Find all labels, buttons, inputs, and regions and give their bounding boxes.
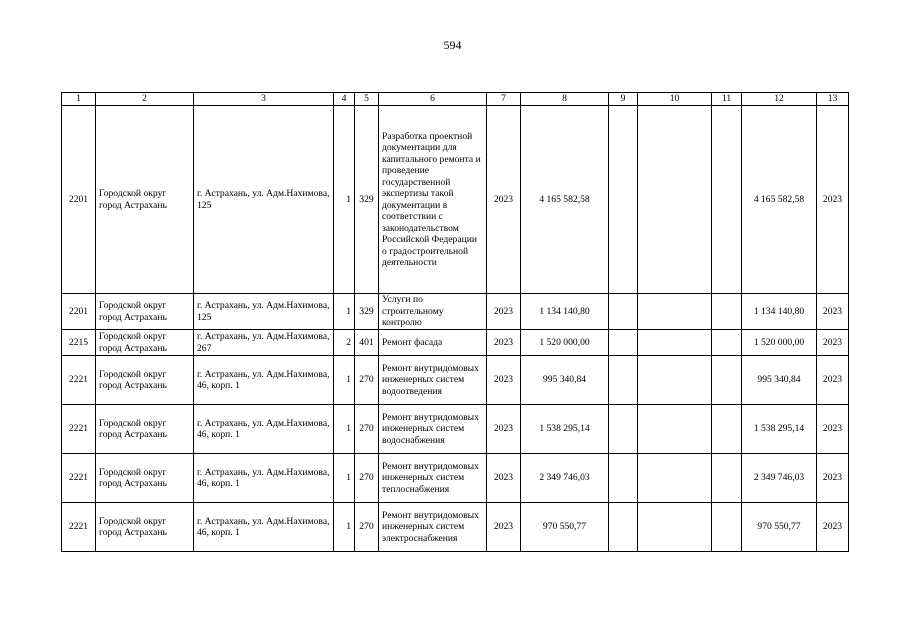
cell-code: 2221 [62,356,96,405]
cell-col5: 401 [355,330,379,356]
cell-work-type: Ремонт фасада [379,330,487,356]
cell-col9 [609,106,638,294]
table-row [62,454,849,503]
cell-amount-total: 970 550,77 [742,503,817,552]
cell-col11 [712,454,742,503]
cell-address: г. Астрахань, ул. Адм.Нахимова, 267 [194,330,334,356]
cell-amount: 4 165 582,58 [521,106,609,294]
cell-col4: 1 [334,294,355,330]
table-row [62,405,849,454]
cell-col10 [638,503,712,552]
cell-municipality: Городской округ город Астрахань [96,503,194,552]
cell-col10 [638,294,712,330]
cell-work-type: Ремонт внутридомовых инженерных систем водоснабжения [379,405,487,454]
cell-address: г. Астрахань, ул. Адм.Нахимова, 46, корп. 1 [194,454,334,503]
cell-col10 [638,330,712,356]
cell-work-type: Ремонт внутридомовых инженерных систем теплоснабжения [379,454,487,503]
cell-code: 2221 [62,454,96,503]
cell-work-type: Разработка проектной документации для капитального ремонта и проведение государственной экспертизы такой документации в соответствии с законодательством Российской Федерации о градостроительной деятельности [379,106,487,294]
table-row [62,356,849,405]
cell-amount: 1 520 000,00 [521,330,609,356]
cell-col9 [609,330,638,356]
cell-year-end: 2023 [817,454,849,503]
cell-amount: 1 538 295,14 [521,405,609,454]
cell-code: 2201 [62,294,96,330]
page-number: 594 [443,38,462,52]
cell-year-end: 2023 [817,356,849,405]
cell-code: 2221 [62,503,96,552]
cell-col9 [609,294,638,330]
cell-address: г. Астрахань, ул. Адм.Нахимова, 125 [194,106,334,294]
cell-col4: 1 [334,405,355,454]
cell-col10 [638,106,712,294]
cell-municipality: Городской округ город Астрахань [96,330,194,356]
cell-address: г. Астрахань, ул. Адм.Нахимова, 46, корп. 1 [194,503,334,552]
cell-amount: 2 349 746,03 [521,454,609,503]
column-header: 2 [96,93,194,106]
column-header: 4 [334,93,355,106]
column-header: 7 [487,93,521,106]
cell-year: 2023 [487,106,521,294]
column-header: 12 [742,93,817,106]
cell-col9 [609,356,638,405]
cell-work-type: Ремонт внутридомовых инженерных систем водоотведения [379,356,487,405]
column-header: 10 [638,93,712,106]
cell-work-type: Услуги по строительному контролю [379,294,487,330]
cell-year-end: 2023 [817,330,849,356]
cell-amount-total: 1 134 140,80 [742,294,817,330]
table-row [62,503,849,552]
cell-municipality: Городской округ город Астрахань [96,294,194,330]
cell-year: 2023 [487,294,521,330]
cell-year: 2023 [487,330,521,356]
cell-year-end: 2023 [817,503,849,552]
cell-col5: 329 [355,106,379,294]
cell-year-end: 2023 [817,294,849,330]
cell-year: 2023 [487,503,521,552]
cell-col11 [712,503,742,552]
cell-address: г. Астрахань, ул. Адм.Нахимова, 46, корп. 1 [194,356,334,405]
cell-col4: 1 [334,454,355,503]
column-header: 5 [355,93,379,106]
cell-col5: 329 [355,294,379,330]
table-header-row [62,93,849,106]
cell-code: 2215 [62,330,96,356]
cell-amount-total: 4 165 582,58 [742,106,817,294]
cell-col10 [638,405,712,454]
cell-col4: 2 [334,330,355,356]
column-header: 8 [521,93,609,106]
cell-col11 [712,405,742,454]
column-header: 11 [712,93,742,106]
column-header: 3 [194,93,334,106]
cell-municipality: Городской округ город Астрахань [96,356,194,405]
cell-address: г. Астрахань, ул. Адм.Нахимова, 46, корп. 1 [194,405,334,454]
cell-address: г. Астрахань, ул. Адм.Нахимова, 125 [194,294,334,330]
column-header: 9 [609,93,638,106]
cell-col9 [609,454,638,503]
cell-year: 2023 [487,405,521,454]
cell-amount-total: 2 349 746,03 [742,454,817,503]
cell-amount-total: 1 520 000,00 [742,330,817,356]
cell-code: 2221 [62,405,96,454]
cell-col4: 1 [334,106,355,294]
cell-col5: 270 [355,503,379,552]
column-header: 1 [62,93,96,106]
cell-code: 2201 [62,106,96,294]
cell-year-end: 2023 [817,405,849,454]
cell-col4: 1 [334,356,355,405]
cell-amount-total: 995 340,84 [742,356,817,405]
cell-col5: 270 [355,454,379,503]
cell-col11 [712,356,742,405]
cell-col11 [712,106,742,294]
cell-col10 [638,356,712,405]
cell-col9 [609,405,638,454]
cell-amount: 970 550,77 [521,503,609,552]
cell-amount: 1 134 140,80 [521,294,609,330]
cell-col9 [609,503,638,552]
cell-amount: 995 340,84 [521,356,609,405]
column-header: 13 [817,93,849,106]
cell-municipality: Городской округ город Астрахань [96,106,194,294]
cell-municipality: Городской округ город Астрахань [96,454,194,503]
column-header: 6 [379,93,487,106]
cell-year: 2023 [487,356,521,405]
cell-col5: 270 [355,356,379,405]
cell-col4: 1 [334,503,355,552]
cell-col10 [638,454,712,503]
table-row [62,294,849,330]
cell-col11 [712,330,742,356]
cell-col11 [712,294,742,330]
cell-col5: 270 [355,405,379,454]
cell-municipality: Городской округ город Астрахань [96,405,194,454]
cell-year: 2023 [487,454,521,503]
cell-amount-total: 1 538 295,14 [742,405,817,454]
cell-year-end: 2023 [817,106,849,294]
cell-work-type: Ремонт внутридомовых инженерных систем электроснабжения [379,503,487,552]
table-row [62,330,849,356]
table-row [62,106,849,294]
data-table [61,92,849,552]
